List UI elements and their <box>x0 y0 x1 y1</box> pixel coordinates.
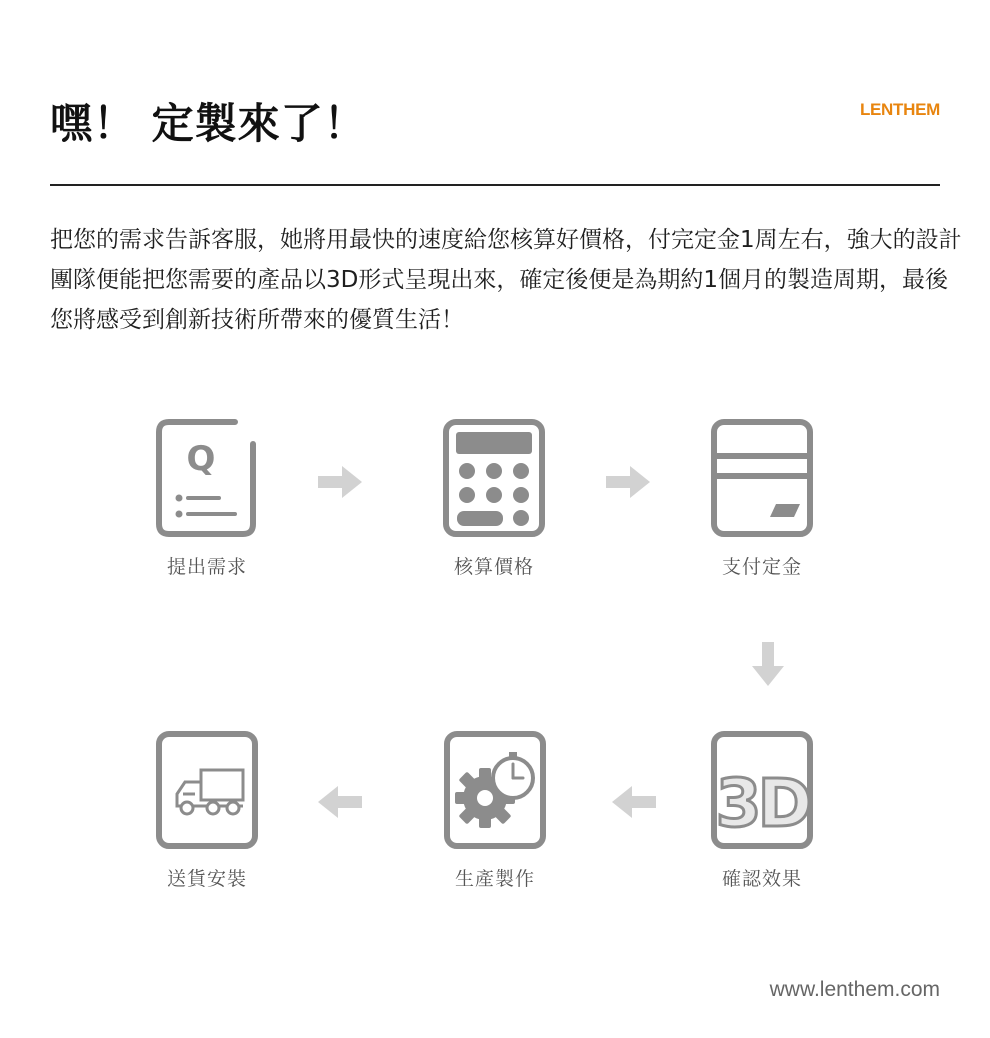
calculator-icon <box>442 418 546 540</box>
footer-website: www.lenthem.com <box>769 978 940 1001</box>
step-label: 送貨安裝 <box>166 868 247 890</box>
step-label: 核算價格 <box>453 556 534 578</box>
step-label: 支付定金 <box>721 556 802 578</box>
document-q-icon <box>155 418 259 540</box>
3d-icon <box>710 730 814 852</box>
step-submit-request <box>137 418 277 579</box>
svg-text:3D: 3D <box>715 765 809 842</box>
arrow-right-icon <box>606 466 650 502</box>
step-pay-deposit <box>692 418 832 579</box>
step-label: 生產製作 <box>454 868 535 890</box>
title-divider <box>50 184 940 186</box>
step-calculate-price <box>424 418 564 579</box>
step-confirm-effect <box>692 730 832 891</box>
brand-logo: LENTHEM <box>859 100 940 119</box>
page-title: 嘿！ 定製來了！ <box>50 99 367 148</box>
arrow-down-icon <box>752 642 784 690</box>
truck-icon <box>155 730 259 852</box>
arrow-left-icon <box>318 786 362 822</box>
intro-paragraph: 把您的需求告訴客服，她將用最快的速度給您核算好價格，付完定金1周左右，強大的設計團隊便能把您需要的產品以3D形式呈現出來，確定後便是為期約1個月的製造周期，最後您將感受到創新技術所帶來的優質生活！ <box>50 227 962 333</box>
gear-stopwatch-icon <box>443 730 547 852</box>
credit-card-icon <box>710 418 814 540</box>
step-production <box>425 730 565 891</box>
arrow-left-icon <box>612 786 656 822</box>
step-label: 提出需求 <box>166 556 247 578</box>
svg-text:Q: Q <box>186 439 216 479</box>
step-delivery-install <box>137 730 277 891</box>
step-label: 確認效果 <box>721 868 802 890</box>
arrow-right-icon <box>318 466 362 502</box>
